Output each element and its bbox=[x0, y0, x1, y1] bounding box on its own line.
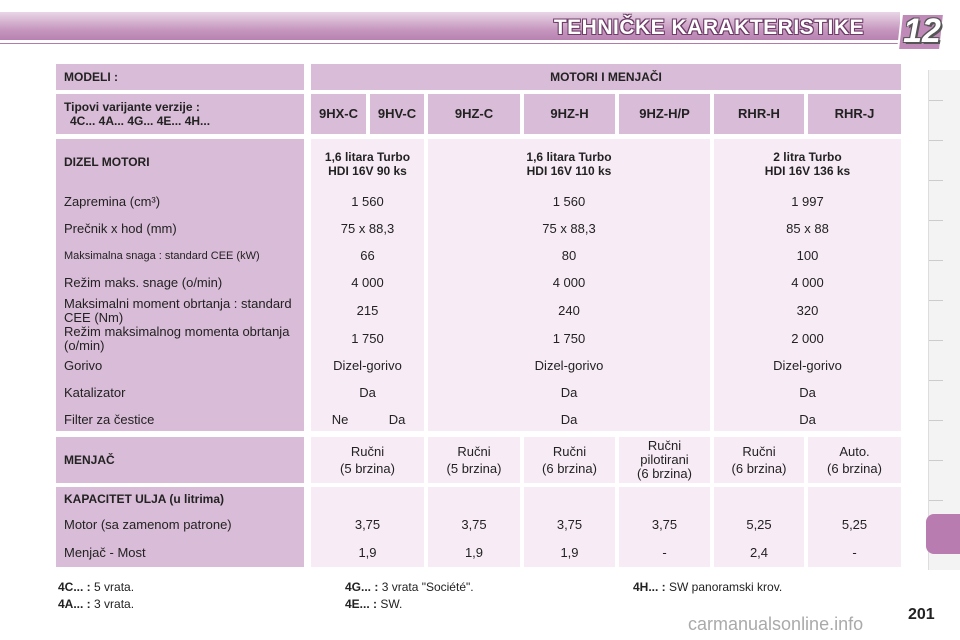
gearbox-line: Ručni bbox=[350, 443, 385, 459]
oil-value: 3,75 bbox=[354, 517, 381, 532]
footnote-key: 4G... : bbox=[345, 580, 379, 594]
row-value: 240 bbox=[558, 303, 580, 318]
row-value: Dizel-gorivo bbox=[534, 358, 604, 373]
engine-name-line: HDI 16V 110 ks bbox=[526, 164, 612, 178]
gearbox-line: Ručni bbox=[552, 443, 587, 459]
footnote-key: 4E... : bbox=[345, 597, 378, 611]
footnote-text: 5 vrata. bbox=[94, 580, 135, 594]
row-label-max-torque: Maksimalni moment obrtanja : standard CEE (Nm) bbox=[64, 296, 292, 325]
watermark: carmanualsonline.info bbox=[688, 614, 864, 634]
row-label-catalyst: Katalizator bbox=[64, 385, 126, 400]
row-value: 75 x 88,3 bbox=[340, 221, 395, 236]
variants-label-line: 4C... 4A... 4G... 4E... 4H... bbox=[70, 114, 211, 128]
code-rhr-j: RHR-J bbox=[808, 94, 901, 134]
row-value: Da bbox=[560, 385, 578, 400]
side-tab[interactable] bbox=[929, 220, 943, 221]
row-label-particle-filter: Filter za čestice bbox=[64, 412, 155, 427]
oil-value: - bbox=[662, 545, 667, 560]
footnote-text: SW. bbox=[380, 597, 403, 611]
gearbox-line: (5 brzina) bbox=[446, 460, 502, 476]
oil-gearbox-label: Menjač - Most bbox=[64, 545, 146, 560]
code-rhr-h: RHR-H bbox=[714, 94, 804, 134]
code-9hz-c: 9HZ-C bbox=[428, 94, 520, 134]
row-value: 1 750 bbox=[552, 331, 586, 346]
footnote bbox=[633, 580, 782, 594]
gearbox-cell bbox=[428, 437, 520, 483]
oil-value: 1,9 bbox=[358, 545, 377, 560]
chapter-side-tabs bbox=[928, 70, 960, 570]
row-value: Da bbox=[799, 412, 816, 427]
footnote-text: 3 vrata. bbox=[94, 597, 135, 611]
row-label-bore-stroke: Prečnik x hod (mm) bbox=[64, 221, 177, 236]
row-value: Ne bbox=[331, 412, 349, 427]
row-value: 85 x 88 bbox=[786, 221, 829, 236]
code-9hv-c: 9HV-C bbox=[370, 94, 424, 134]
row-label-displacement: Zapremina (cm³) bbox=[64, 194, 161, 209]
oil-value: 1,9 bbox=[560, 545, 579, 560]
code-9hx-c: 9HX-C bbox=[311, 94, 366, 134]
row-value: 215 bbox=[356, 303, 379, 318]
side-tab[interactable] bbox=[929, 420, 943, 421]
header-stripe bbox=[0, 40, 900, 43]
footnote-key: 4A... : bbox=[58, 597, 91, 611]
engine-c-name bbox=[714, 150, 901, 178]
side-tab[interactable] bbox=[929, 460, 943, 461]
page-title: TEHNIČKE KARAKTERISTIKE bbox=[553, 16, 864, 39]
oil-value: 3,75 bbox=[461, 517, 487, 532]
side-tab[interactable] bbox=[929, 180, 943, 181]
gearbox-label: MENJAČ bbox=[56, 437, 304, 483]
variants-label-line: Tipovi varijante verzije : bbox=[64, 100, 200, 114]
side-tab[interactable] bbox=[929, 140, 943, 141]
row-value: 2 000 bbox=[791, 331, 824, 346]
footnote bbox=[345, 580, 474, 594]
engine-name-line: 1,6 litara Turbo bbox=[526, 150, 612, 164]
row-value: 75 x 88,3 bbox=[542, 221, 596, 236]
row-value: 320 bbox=[796, 303, 819, 318]
gearbox-line: (6 brzina) bbox=[731, 460, 787, 476]
row-label-max-power: Maksimalna snaga : standard CEE (kW) bbox=[64, 250, 260, 262]
row-value: Da bbox=[560, 412, 578, 427]
engines-gearbox-header: MOTORI I MENJAČI bbox=[311, 64, 901, 90]
models-label: MODELI : bbox=[56, 64, 304, 90]
row-label-max-torque-rpm: Režim maksimalnog momenta obrtanja (o/min) bbox=[64, 324, 290, 353]
row-value: Dizel-gorivo bbox=[773, 358, 842, 373]
gearbox-cell bbox=[524, 437, 615, 483]
engine-name-line: 2 litra Turbo bbox=[773, 150, 842, 164]
page-number: 201 bbox=[908, 606, 935, 623]
row-label-fuel: Gorivo bbox=[64, 358, 103, 373]
row-value: 1 560 bbox=[552, 194, 586, 209]
code-9hz-h: 9HZ-H bbox=[524, 94, 615, 134]
row-value: 1 750 bbox=[351, 331, 384, 346]
footnote bbox=[58, 597, 134, 611]
row-value: 66 bbox=[360, 248, 375, 263]
oil-value: - bbox=[852, 545, 857, 560]
gearbox-line: Ručni bbox=[647, 438, 682, 453]
oil-engine-label: Motor (sa zamenom patrone) bbox=[64, 517, 232, 532]
oil-value: 2,4 bbox=[749, 545, 769, 560]
side-tab[interactable] bbox=[929, 260, 943, 261]
side-tab-active[interactable] bbox=[926, 514, 960, 554]
gearbox-line: pilotirani bbox=[640, 452, 689, 467]
oil-capacity-heading: KAPACITET ULJA (u litrima) bbox=[64, 492, 225, 506]
gearbox-cell bbox=[714, 437, 804, 483]
footnote-text: SW panoramski krov. bbox=[669, 580, 783, 594]
row-value: 1 997 bbox=[791, 194, 824, 209]
oil-value: 5,25 bbox=[746, 517, 772, 532]
gearbox-line: Ručni bbox=[457, 443, 491, 459]
engine-b-name bbox=[428, 150, 710, 178]
row-value: 4 000 bbox=[351, 275, 384, 290]
oil-value: 5,25 bbox=[841, 517, 868, 532]
footnote-text: 3 vrata "Société". bbox=[381, 580, 474, 594]
diesel-engines-heading: DIZEL MOTORI bbox=[64, 155, 150, 169]
footnote bbox=[345, 597, 402, 611]
code-9hz-hp: 9HZ-H/P bbox=[619, 94, 710, 134]
variants-label bbox=[56, 94, 304, 134]
gearbox-cell bbox=[808, 437, 901, 483]
footnote-key: 4C... : bbox=[58, 580, 91, 594]
engine-name-line: 1,6 litara Turbo bbox=[324, 150, 411, 164]
gearbox-cell bbox=[311, 437, 424, 483]
side-tab[interactable] bbox=[929, 300, 943, 301]
row-value: Da bbox=[799, 385, 816, 400]
gearbox-cell bbox=[619, 437, 710, 483]
side-tab[interactable] bbox=[929, 100, 943, 101]
engine-a-name bbox=[311, 150, 424, 178]
row-value: Da bbox=[388, 412, 406, 427]
footnote-key: 4H... : bbox=[633, 580, 666, 594]
row-value: 4 000 bbox=[791, 275, 824, 290]
engine-name-line: HDI 16V 90 ks bbox=[328, 164, 407, 178]
gearbox-line: Auto. bbox=[839, 443, 870, 459]
gearbox-line: (6 brzina) bbox=[827, 460, 882, 476]
chapter-badge bbox=[896, 10, 948, 52]
page-header bbox=[0, 0, 960, 52]
gearbox-line: (6 brzina) bbox=[637, 466, 692, 481]
row-value: 4 000 bbox=[552, 275, 586, 290]
row-value: Dizel-gorivo bbox=[333, 358, 402, 373]
gearbox-line: Ručni bbox=[742, 443, 776, 459]
side-tab[interactable] bbox=[929, 340, 943, 341]
engine-name-line: HDI 16V 136 ks bbox=[764, 164, 851, 178]
oil-value: 1,9 bbox=[464, 545, 484, 560]
row-value: 80 bbox=[561, 248, 577, 263]
row-value: Da bbox=[359, 385, 376, 400]
gearbox-line: (5 brzina) bbox=[340, 460, 395, 476]
footnote bbox=[58, 580, 134, 594]
chapter-number: 12 bbox=[903, 12, 941, 50]
row-label-max-power-rpm: Režim maks. snage (o/min) bbox=[64, 275, 223, 290]
oil-value: 3,75 bbox=[556, 517, 583, 532]
gearbox-line: (6 brzina) bbox=[542, 460, 597, 476]
side-tab[interactable] bbox=[929, 500, 943, 501]
oil-value: 3,75 bbox=[651, 517, 678, 532]
row-value: 100 bbox=[796, 248, 819, 263]
side-tab[interactable] bbox=[929, 380, 943, 381]
row-value: 1 560 bbox=[351, 194, 384, 209]
